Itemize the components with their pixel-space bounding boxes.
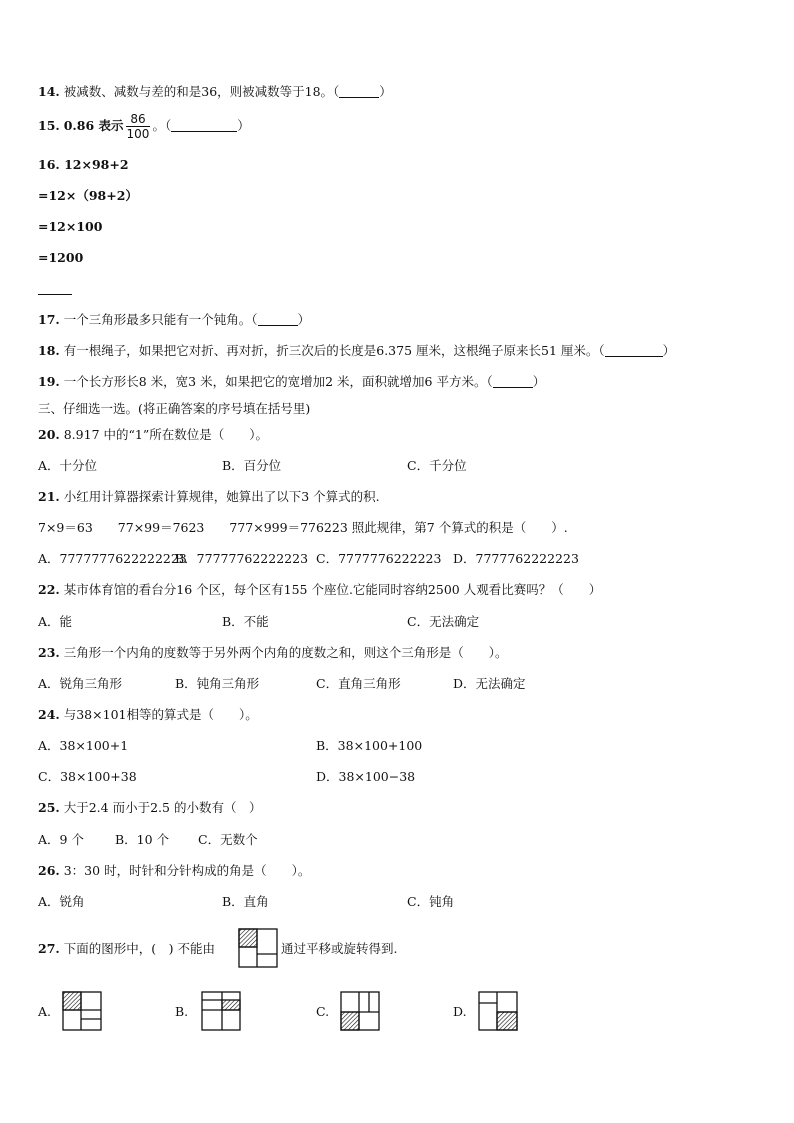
question-26 xyxy=(38,863,310,879)
question-15 xyxy=(38,112,250,141)
section-title: 三、仔细选一选。(将正确答案的序号填在括号里) xyxy=(38,401,311,416)
question-number: 25. xyxy=(38,800,60,815)
answer-blank[interactable] xyxy=(605,344,663,357)
question-number: 21. xyxy=(38,489,60,504)
question-text: 某市体育馆的看台分16 个区，每个区有155 个座位.它能同时容纳2500 人观看比赛吗？（ ） xyxy=(63,582,602,597)
calc-step: =12×100 xyxy=(38,219,103,234)
option-c[interactable]: C．无法确定 xyxy=(407,614,480,629)
question-text: 大于2.4 而小于2.5 的小数有（ ） xyxy=(63,800,262,815)
question-text: 3：30 时，时针和分针构成的角是（ ）。 xyxy=(63,863,311,878)
question-text: 0.86 表示 xyxy=(63,118,124,133)
question-number: 22. xyxy=(38,582,60,597)
question-number: 14. xyxy=(38,84,60,99)
question-number: 20. xyxy=(38,427,60,442)
option-a[interactable]: A．9 个 xyxy=(38,832,84,847)
question-27 xyxy=(38,941,215,957)
option-b-figure[interactable] xyxy=(201,991,241,1031)
option-d-figure[interactable] xyxy=(478,991,518,1031)
question-text: 一个长方形长8 米，宽3 米，如果把它的宽增加2 米，面积就增加6 平方米。（ xyxy=(63,374,493,389)
question-text: 有一根绳子，如果把它对折、再对折，折三次后的长度是6.375 厘米，这根绳子原来长51 厘米。（ xyxy=(63,343,605,358)
question-19 xyxy=(38,374,545,390)
option-b[interactable]: B．百分位 xyxy=(222,458,282,473)
option-b[interactable]: B．直角 xyxy=(222,894,269,909)
question-text: 8.917 中的“1”所在数位是（ ）。 xyxy=(63,427,268,442)
option-c[interactable]: C．7777776222223 xyxy=(316,551,442,566)
question-23 xyxy=(38,645,508,661)
question-text-post: 通过平移或旋转得到. xyxy=(281,941,398,956)
option-c[interactable]: C．38×100+38 xyxy=(38,769,137,784)
question-text: 被减数、减数与差的和是36，则被减数等于18。（ xyxy=(63,84,340,99)
fraction-denominator: 100 xyxy=(126,127,150,141)
question-21 xyxy=(38,489,380,505)
question-21-line-2: 7×9＝63 77×99＝7623 777×999＝776223 照此规律，第7 个算式的积是（ ）. xyxy=(38,520,568,535)
answer-blank[interactable] xyxy=(258,313,298,326)
option-c[interactable]: C．钝角 xyxy=(407,894,455,909)
option-b[interactable]: B．不能 xyxy=(222,614,269,629)
question-17 xyxy=(38,312,310,328)
question-22 xyxy=(38,582,601,598)
question-number: 23. xyxy=(38,645,60,660)
option-d[interactable]: D．无法确定 xyxy=(453,676,526,691)
option-a-figure[interactable] xyxy=(62,991,102,1031)
reference-figure xyxy=(238,928,278,968)
question-text: 与38×101相等的算式是（ ）。 xyxy=(63,707,258,722)
question-number: 26. xyxy=(38,863,60,878)
question-14 xyxy=(38,84,392,100)
option-a[interactable]: A．十分位 xyxy=(38,458,98,473)
option-d-label[interactable]: D. xyxy=(453,1004,467,1019)
question-number: 17. xyxy=(38,312,60,327)
calc-step: =12×（98+2） xyxy=(38,188,138,203)
question-number: 27. xyxy=(38,941,60,956)
question-16-line-1 xyxy=(38,157,129,173)
question-18 xyxy=(38,343,675,359)
paren-close: ） xyxy=(532,374,546,389)
answer-blank[interactable] xyxy=(171,119,237,132)
question-text-post: 。（ xyxy=(152,118,172,133)
question-number: 24. xyxy=(38,707,60,722)
option-a[interactable]: A．38×100+1 xyxy=(38,738,129,753)
option-b-label[interactable]: B. xyxy=(175,1004,189,1019)
option-c[interactable]: C．千分位 xyxy=(407,458,467,473)
paren-close: ） xyxy=(297,312,311,327)
question-25 xyxy=(38,800,261,816)
question-number: 15. xyxy=(38,118,60,133)
option-c-label[interactable]: C. xyxy=(316,1004,330,1019)
calc-step: =1200 xyxy=(38,250,84,265)
option-b[interactable]: B．38×100+100 xyxy=(316,738,423,753)
fraction-numerator: 86 xyxy=(126,112,151,127)
answer-blank[interactable] xyxy=(339,85,379,98)
fraction xyxy=(126,112,151,141)
option-b[interactable]: B．钝角三角形 xyxy=(175,676,260,691)
answer-blank[interactable] xyxy=(493,375,533,388)
paren-close: ） xyxy=(237,118,250,133)
question-text: 小红用计算器探索计算规律，她算出了以下3 个算式的积. xyxy=(63,489,380,504)
answer-blank[interactable] xyxy=(38,294,72,295)
option-c-figure[interactable] xyxy=(340,991,380,1031)
question-text: 下面的图形中，( ) 不能由 xyxy=(63,941,215,956)
option-a[interactable]: A．7777777622222223 xyxy=(38,551,187,566)
option-c[interactable]: C．无数个 xyxy=(198,832,258,847)
option-b[interactable]: B．77777762222223 xyxy=(175,551,309,566)
paren-close: ） xyxy=(379,84,392,99)
question-number: 18. xyxy=(38,343,60,358)
option-c[interactable]: C．直角三角形 xyxy=(316,676,401,691)
paren-close: ） xyxy=(662,343,676,358)
option-a-label[interactable]: A. xyxy=(38,1004,52,1019)
question-24 xyxy=(38,707,258,723)
question-number: 16. xyxy=(38,157,60,172)
option-d[interactable]: D．7777762222223 xyxy=(453,551,579,566)
calc-step: 12×98+2 xyxy=(64,157,129,172)
question-text: 三角形一个内角的度数等于另外两个内角的度数之和，则这个三角形是（ ）。 xyxy=(63,645,508,660)
option-a[interactable]: A．能 xyxy=(38,614,73,629)
option-a[interactable]: A．锐角 xyxy=(38,894,85,909)
option-d[interactable]: D．38×100−38 xyxy=(316,769,416,784)
question-20 xyxy=(38,427,268,443)
question-number: 19. xyxy=(38,374,60,389)
option-a[interactable]: A．锐角三角形 xyxy=(38,676,123,691)
option-b[interactable]: B．10 个 xyxy=(115,832,170,847)
question-text: 一个三角形最多只能有一个钝角。（ xyxy=(63,312,258,327)
